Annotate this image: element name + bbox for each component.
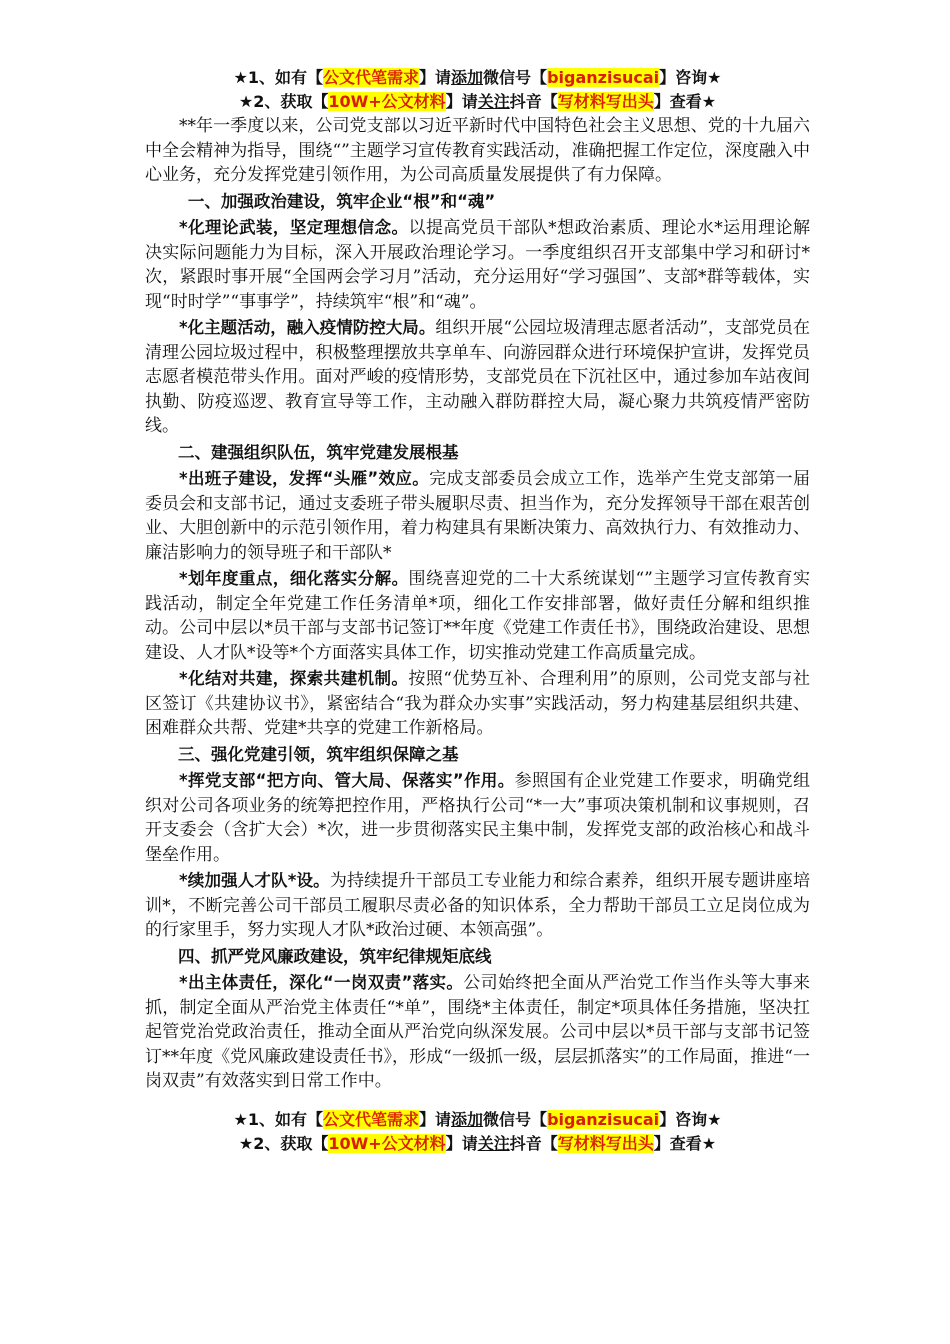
promo-text: 】请 — [445, 1133, 478, 1153]
document-page — [145, 66, 810, 1156]
body-paragraph — [145, 567, 810, 665]
promo-text: ★2、获取【 — [238, 1133, 329, 1153]
paragraph-text: 以提高党员干部队*想政治素质、理论水*运用理论解决实际问题能力为目标，深入开展政治理论学习。一季度组织召开支部集中学习和研讨*次，紧跟时事开展“全国两会学习月”活动，充分运用好“学习强国”、支部*群等载体，实现“时时学”“事事学”，持续筑牢“根”和“魂”。 — [145, 218, 810, 312]
paragraph-text: 围绕喜迎党的二十大系统谋划“”主题学习宣传教育实践活动，制定全年党建工作任务清单*项，细化工作安排部署，做好责任分解和组织推动。公司中层以*员干部与支部书记签订**年度《党建工作责任书》，围绕政治建设、思想建设、人才队*设等*个方面落实具体工作，切实推动党建工作高质量完成。 — [145, 569, 810, 663]
promo-underline: 添加 — [451, 1109, 484, 1129]
paragraph-lead: *挥党支部“把方向、管大局、保落实”作用。 — [179, 771, 515, 790]
paragraph-text: 完成支部委员会成立工作，选举产生党支部第一届委员会和支部书记，通过支委班子带头履职尽责、担当作为，充分发挥领导干部在艰苦创业、大胆创新中的示范引领作用，着力构建具有果断决策力、高效执行力、有效推动力、廉洁影响力的领导班子和干部队* — [145, 469, 811, 563]
promo-underline: 关注 — [477, 1133, 510, 1153]
promo-highlight: biganzisucai — [547, 68, 660, 87]
paragraph-text: 为持续提升干部员工专业能力和综合素养，组织开展专题讲座培训*，不断完善公司干部员工履职尽责必备的知识体系，全力帮助干部员工立足岗位成为的行家里手，努力实现人才队*政治过硬、本领高强”。 — [145, 871, 810, 940]
paragraph-lead: *出主体责任，深化“一岗双责”落实。 — [179, 973, 464, 992]
promo-line-1 — [145, 66, 810, 90]
promo-text: 】咨询★ — [659, 1109, 722, 1129]
promo-text: 】请 — [445, 92, 478, 111]
promo-banner-top — [145, 66, 810, 114]
promo-highlight: 公文代笔需求 — [323, 68, 420, 87]
promo-highlight: 公文代笔需求 — [323, 1109, 420, 1129]
paragraph-text: 参照国有企业党建工作要求，明确党组织对公司各项业务的统筹把控作用，严格执行公司“*一大”事项决策机制和议事规则，召开支委会（含扩大会）*次，进一步贯彻落实民主集中制，发挥党支部的政治核心和战斗堡垒作用。 — [145, 771, 811, 865]
promo-text: 】请 — [419, 68, 452, 87]
paragraph-text: 按照“优势互补、合理利用”的原则，公司党支部与社区签订《共建协议书》，紧密结合“我为群众办实事”实践活动，努力构建基层组织共建、困难群众共帮、党建*共享的党建工作新格局。 — [145, 669, 810, 738]
body-paragraph — [145, 316, 810, 439]
promo-text: ★2、获取【 — [238, 92, 329, 111]
promo-highlight: 10W+公文材料 — [328, 92, 446, 111]
paragraph-text: 组织开展“公园垃圾清理志愿者活动”，支部党员在清理公园垃圾过程中，积极整理摆放共享单车、向游园群众进行环境保护宣讲，发挥党员志愿者模范带头作用。面对严峻的疫情形势，支部党员在下沉社区中，通过参加车站夜间执勤、防疫巡逻、教育宣导等工作，主动融入群防群控大局，凝心聚力共筑疫情严密防线。 — [145, 318, 810, 436]
paragraph-lead: *续加强人才队*设。 — [179, 871, 330, 890]
promo-text: 】咨询★ — [659, 68, 722, 87]
paragraph-lead: *划年度重点，细化落实分解。 — [179, 569, 409, 588]
section-heading: 四、抓严党风廉政建设，筑牢纪律规矩底线 — [178, 946, 492, 966]
promo-text: 微信号【 — [483, 68, 548, 87]
section-heading: 一、加强政治建设，筑牢企业“根”和“魂” — [187, 191, 496, 211]
paragraph-lead: *化主题活动，融入疫情防控大局。 — [179, 318, 436, 337]
promo-line-1 — [145, 1108, 810, 1132]
paragraph-lead: *化理论武装，坚定理想信念。 — [179, 218, 409, 237]
paragraph-text: 公司始终把全面从严治党工作当作头等大事来抓，制定全面从严治党主体责任“*单”，围绕*主体责任，制定*项具体任务措施，坚决扛起管党治党政治责任，推动全面从严治党向纵深发展。公司中层以*员干部与支部书记签订**年度《党风廉政建设责任书》，形成“一级抓一级，层层抓落实”的工作局面，推进“一岗双责”有效落实到日常工作中。 — [145, 973, 810, 1091]
promo-text: 】查看★ — [653, 92, 717, 111]
promo-highlight: 写材料写出头 — [557, 92, 654, 111]
promo-text: ★1、如有【 — [233, 1109, 323, 1129]
promo-line-2 — [145, 1132, 810, 1156]
section-heading: 三、强化党建引领，筑牢组织保障之基 — [178, 744, 459, 764]
promo-text: 】查看★ — [653, 1133, 717, 1153]
section-heading: 二、建强组织队伍，筑牢党建发展根基 — [178, 442, 459, 462]
promo-highlight: 10W+公文材料 — [328, 1133, 446, 1153]
promo-highlight: 写材料写出头 — [557, 1133, 654, 1153]
promo-line-2 — [145, 90, 810, 114]
body-paragraph — [145, 216, 810, 314]
body-paragraph — [145, 667, 810, 741]
promo-banner-bottom — [145, 1108, 810, 1156]
promo-text: ★1、如有【 — [233, 68, 323, 87]
promo-underline: 添加 — [451, 68, 484, 87]
body-paragraph — [145, 769, 810, 867]
promo-text: 微信号【 — [483, 1109, 548, 1129]
promo-underline: 关注 — [477, 92, 510, 111]
promo-text: 抖音【 — [509, 1133, 558, 1153]
promo-highlight: biganzisucai — [547, 1109, 660, 1129]
promo-text: 抖音【 — [509, 92, 558, 111]
promo-text: 】请 — [419, 1109, 452, 1129]
intro-paragraph: **年一季度以来，公司党支部以习近平新时代中国特色社会主义思想、党的十九届六中全会精神为指导，围绕“”主题学习宣传教育实践活动，准确把握工作定位，深度融入中心业务，充分发挥党建引领作用，为公司高质量发展提供了有力保障。 — [145, 116, 810, 185]
body-paragraph — [145, 467, 810, 565]
body-paragraph — [145, 869, 810, 943]
paragraph-lead: *出班子建设，发挥“头雁”效应。 — [179, 469, 430, 488]
paragraph-lead: *化结对共建，探索共建机制。 — [179, 669, 409, 688]
body-paragraph — [145, 971, 810, 1094]
